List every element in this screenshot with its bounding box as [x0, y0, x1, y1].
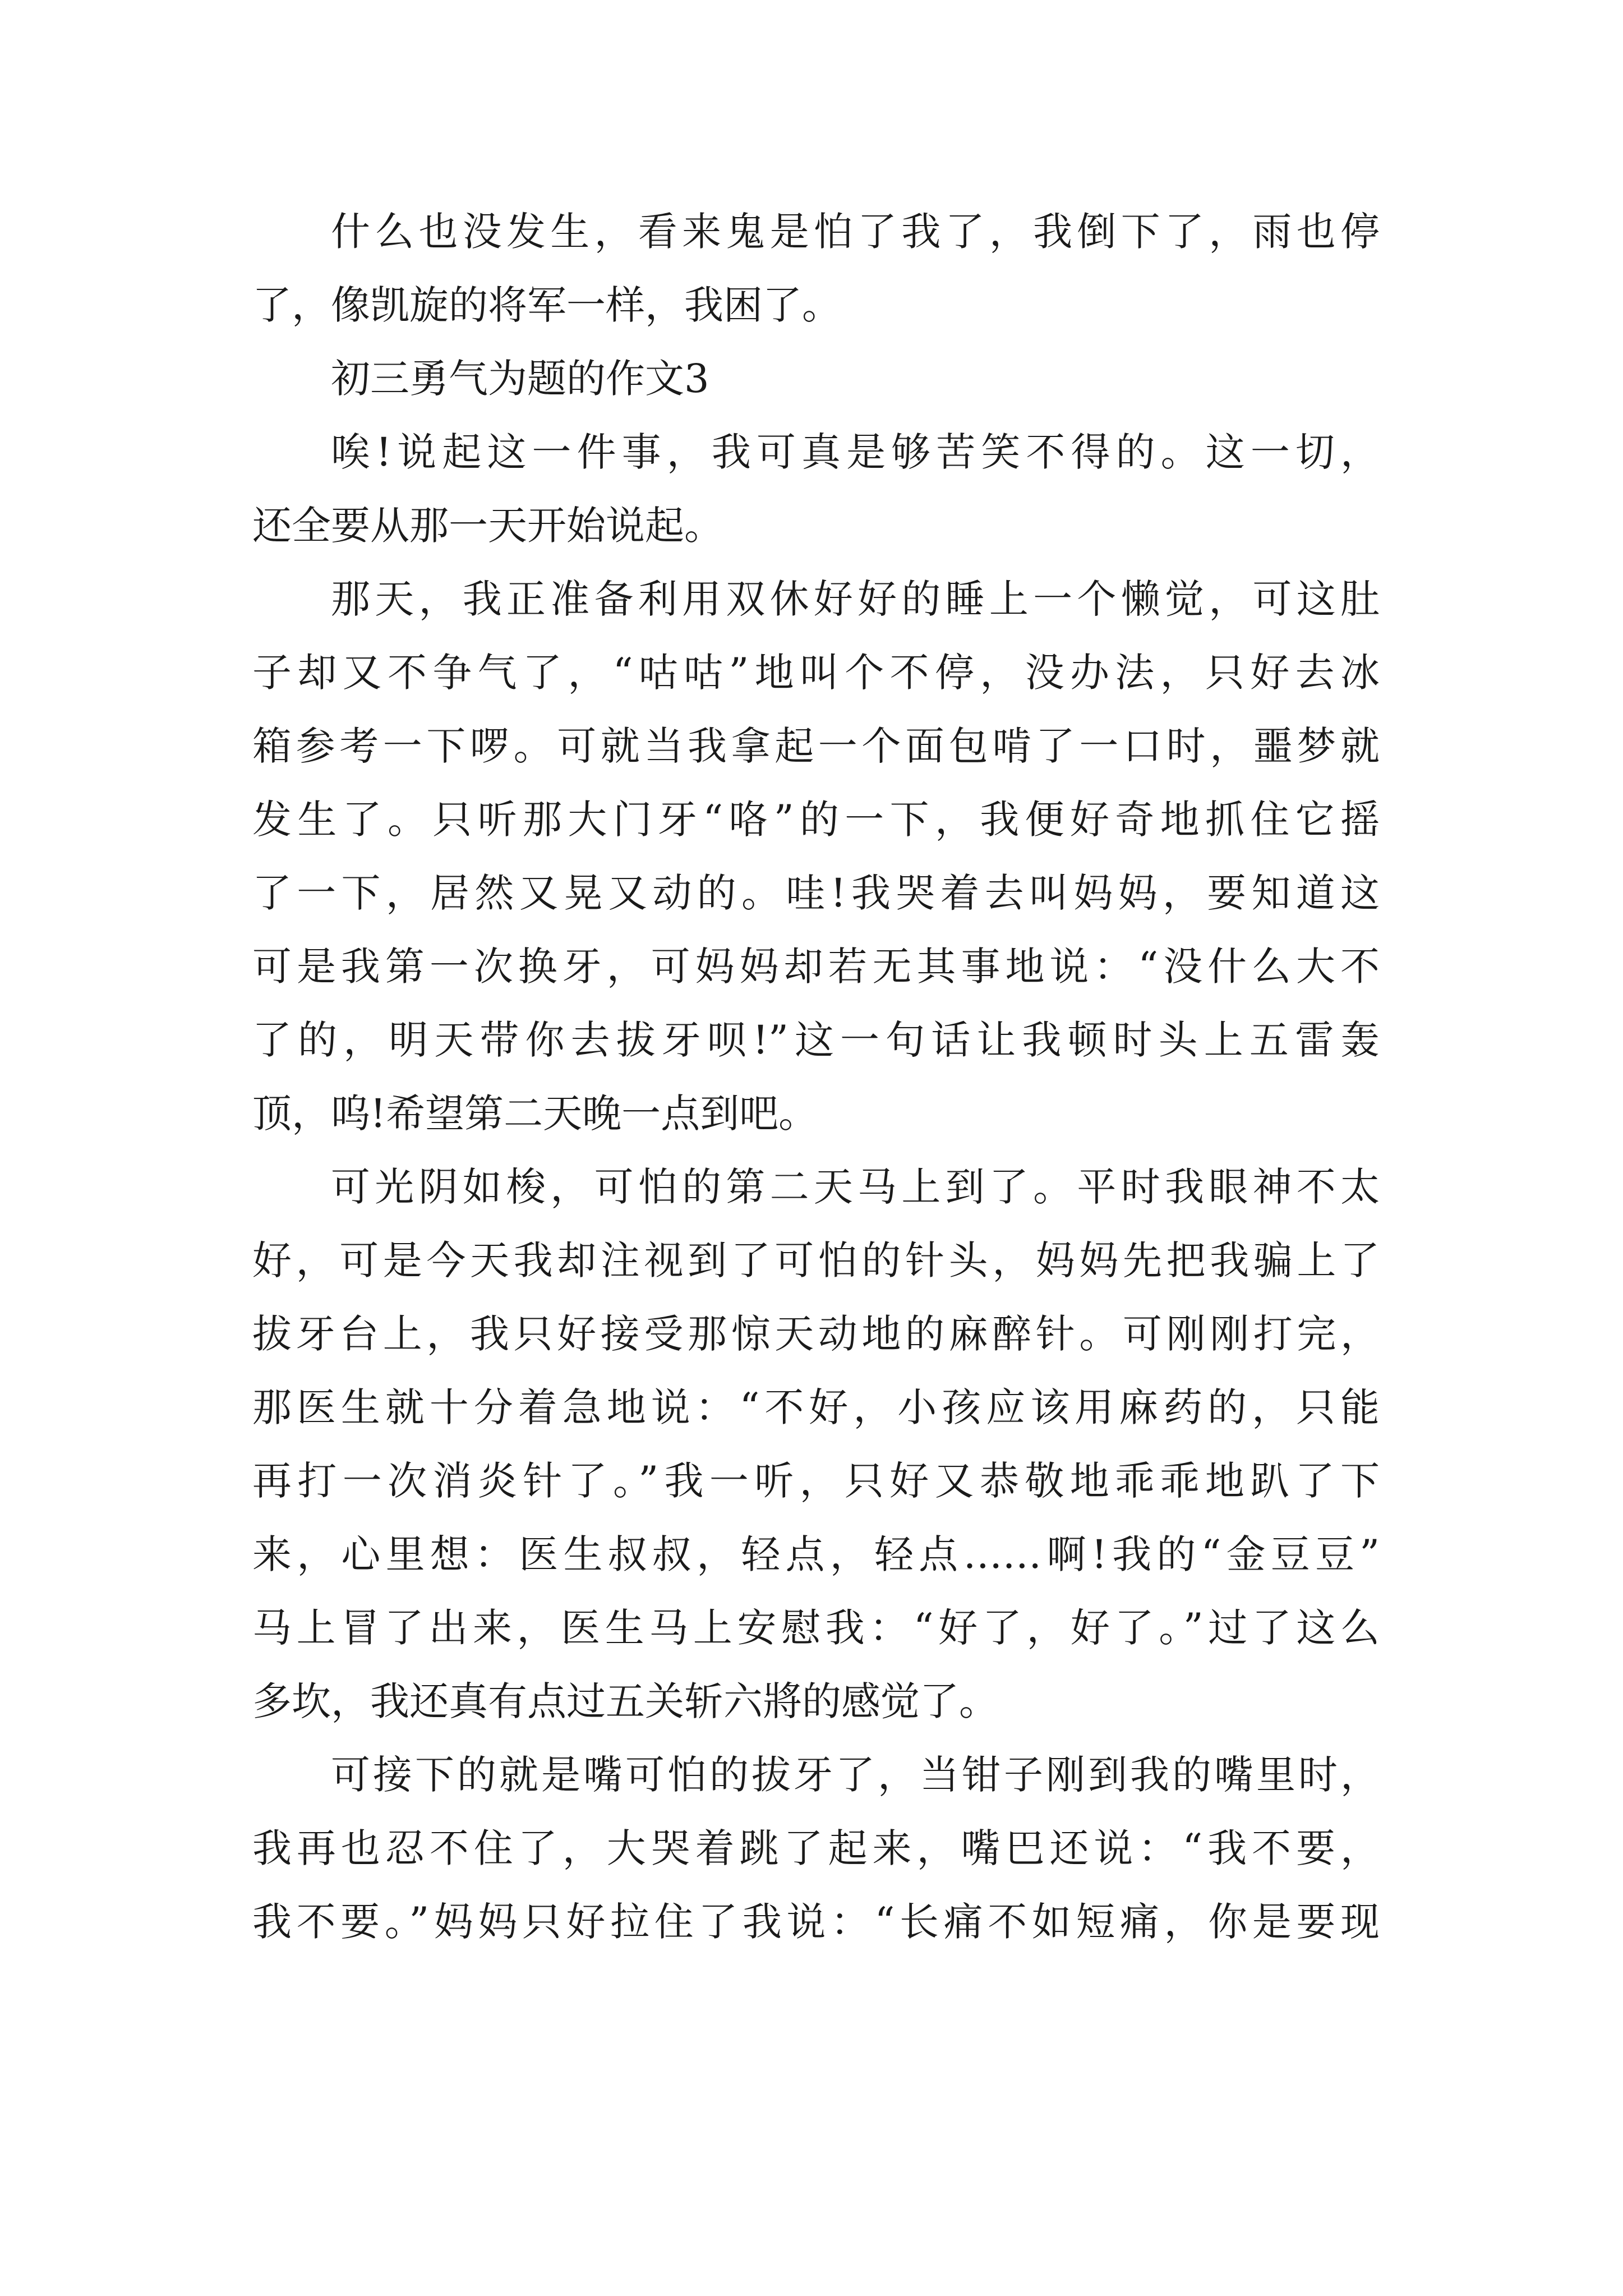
text-line: 了的，明天带你去拔牙呗!”这一句话让我顿时头上五雷轰 [252, 1017, 1380, 1063]
text-line: 再打一次消炎针了。”我一听，只好又恭敬地乖乖地趴了下 [252, 1458, 1380, 1504]
text-line: 我再也忍不住了，大哭着跳了起来，嘴巴还说：“我不要， [252, 1825, 1380, 1871]
text-line: 拔牙台上，我只好接受那惊天动地的麻醉针。可刚刚打完， [252, 1311, 1380, 1357]
text-line: 好，可是今天我却注视到了可怕的针头，妈妈先把我骗上了 [252, 1237, 1380, 1283]
text-line: 可接下的就是嘴可怕的拔牙了，当钳子刚到我的嘴里时， [331, 1752, 1380, 1798]
text-line: 可光阴如梭，可怕的第二天马上到了。平时我眼神不太 [331, 1164, 1380, 1210]
text-line: 来，心里想：医生叔叔，轻点，轻点……啊!我的“金豆豆” [252, 1531, 1380, 1577]
text-line: 可是我第一次换牙，可妈妈却若无其事地说：“没什么大不 [252, 944, 1380, 990]
text-line: 了，像凯旋的将军一样，我困了。 [252, 282, 841, 328]
text-line: 多坎，我还真有点过五关斩六將的感觉了。 [252, 1678, 998, 1724]
text-line: 我不要。”妈妈只好拉住了我说：“长痛不如短痛，你是要现 [252, 1899, 1380, 1945]
text-line: 了一下，居然又晃又动的。哇!我哭着去叫妈妈，要知道这 [252, 870, 1380, 916]
text-line: 顶，呜!希望第二天晚一点到吧。 [252, 1091, 818, 1137]
text-line: 那天，我正准备利用双休好好的睡上一个懒觉，可这肚 [331, 576, 1380, 622]
text-line: 什么也没发生，看来鬼是怕了我了，我倒下了，雨也停 [331, 209, 1380, 255]
text-line: 子却又不争气了，“咕咕”地叫个不停，没办法，只好去冰 [252, 650, 1380, 696]
text-line: 那医生就十分着急地说：“不好，小孩应该用麻药的，只能 [252, 1384, 1380, 1430]
section-title: 初三勇气为题的作文3 [331, 356, 709, 402]
text-line: 发生了。只听那大门牙“咯”的一下，我便好奇地抓住它摇 [252, 797, 1380, 843]
text-line: 箱参考一下啰。可就当我拿起一个面包啃了一口时，噩梦就 [252, 723, 1380, 769]
text-line: 还全要从那一天开始说起。 [252, 503, 723, 549]
text-line: 唉!说起这一件事，我可真是够苦笑不得的。这一切， [331, 429, 1380, 475]
text-line: 马上冒了出来，医生马上安慰我：“好了，好了。”过了这么 [252, 1605, 1380, 1651]
